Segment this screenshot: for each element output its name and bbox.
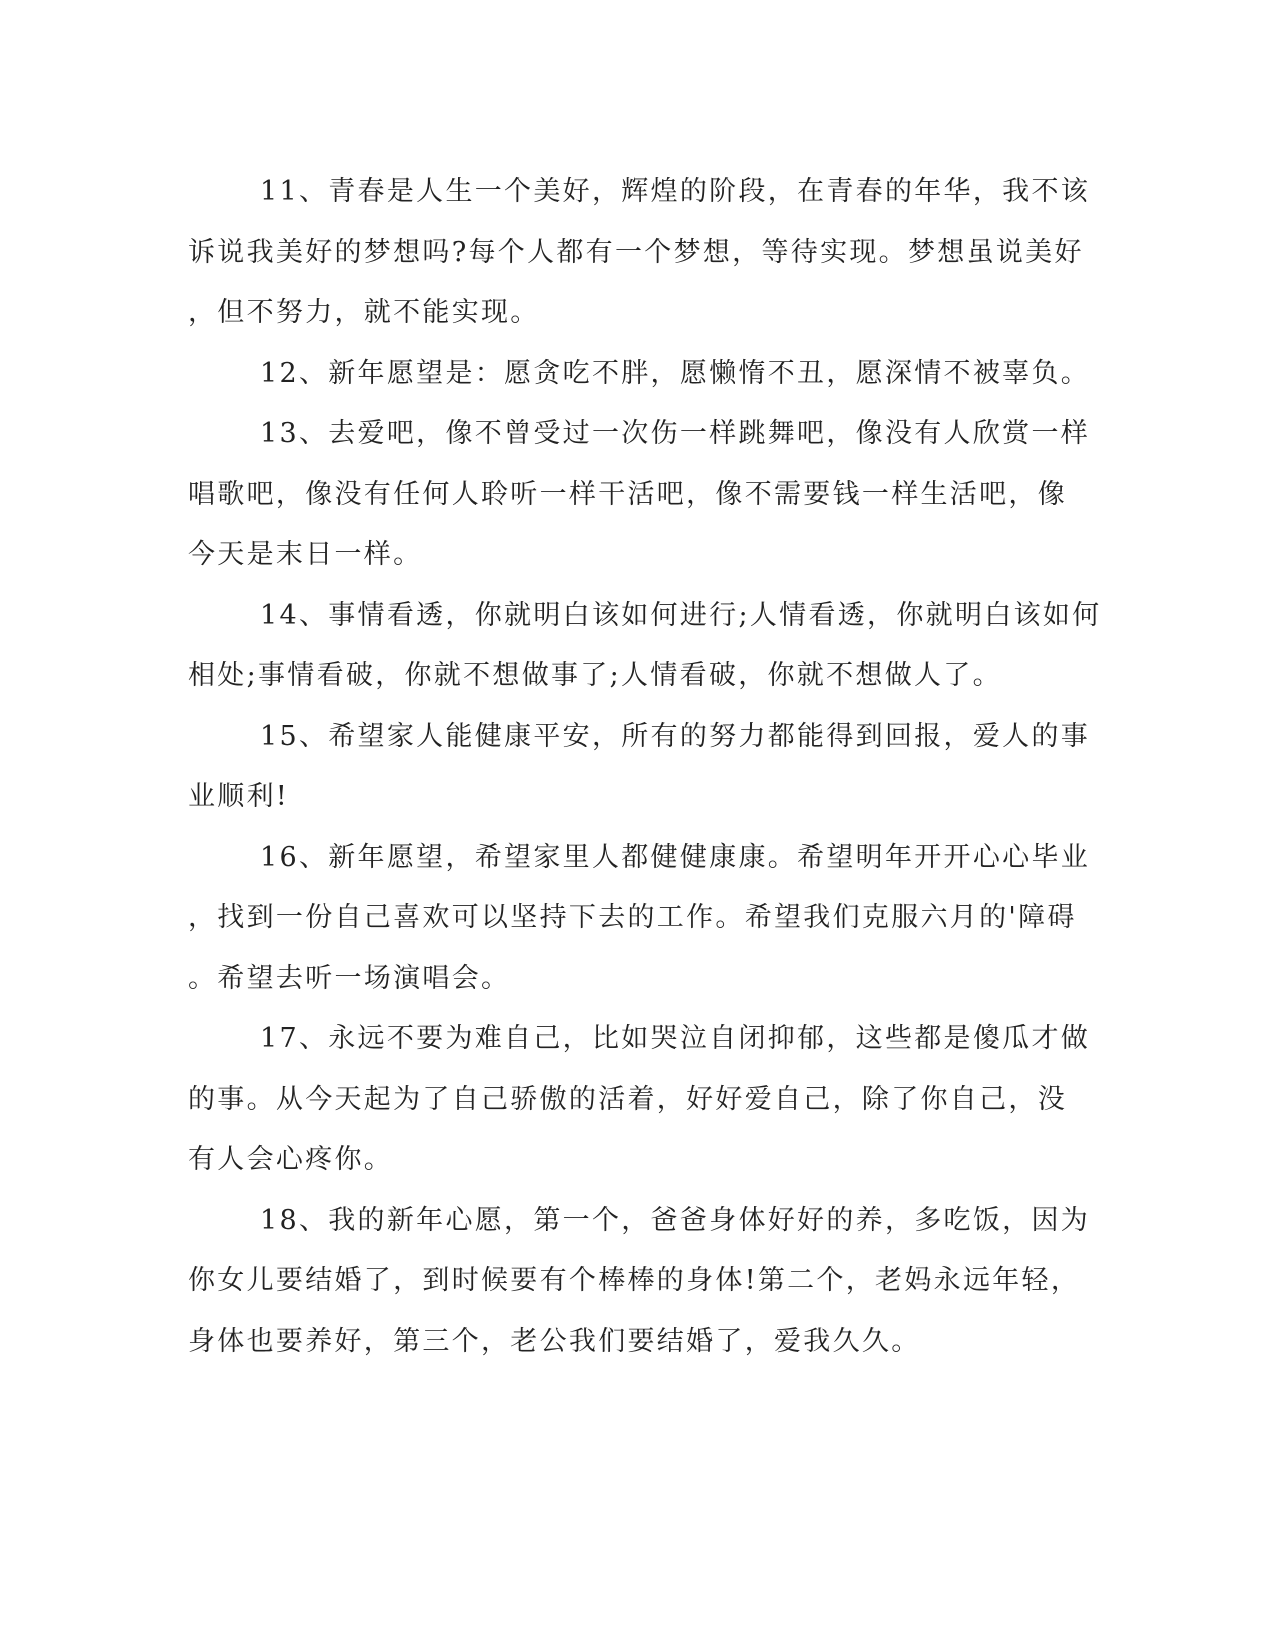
paragraph-line: 12、新年愿望是：愿贪吃不胖，愿懒惰不丑，愿深情不被辜负。 bbox=[260, 357, 1091, 389]
paragraph-line: 16、新年愿望，希望家里人都健健康康。希望明年开开心心毕业 bbox=[260, 841, 1091, 873]
paragraph-line: 今天是末日一样。 bbox=[188, 539, 423, 570]
paragraph-17 bbox=[188, 1009, 1091, 1191]
paragraph-line: ，找到一份自己喜欢可以坚持下去的工作。希望我们克服六月的'障碍 bbox=[188, 902, 1077, 933]
paragraph-16 bbox=[188, 828, 1091, 1010]
paragraph-line: 唱歌吧，像没有任何人聆听一样干活吧，像不需要钱一样生活吧，像 bbox=[188, 478, 1067, 510]
paragraph-line: 诉说我美好的梦想吗?每个人都有一个梦想，等待实现。梦想虽说美好 bbox=[188, 236, 1084, 268]
paragraph-line: 17、永远不要为难自己，比如哭泣自闭抑郁，这些都是傻瓜才做 bbox=[260, 1023, 1091, 1054]
paragraph-line: 身体也要养好，第三个，老公我们要结婚了，爱我久久。 bbox=[188, 1325, 921, 1357]
paragraph-line: 13、去爱吧，像不曾受过一次伤一样跳舞吧，像没有人欣赏一样 bbox=[260, 418, 1091, 449]
paragraph-line: 。希望去听一场演唱会。 bbox=[188, 962, 511, 994]
paragraph-line: 11、青春是人生一个美好，辉煌的阶段，在青春的年华，我不该 bbox=[260, 176, 1091, 207]
paragraph-line: 业顺利! bbox=[188, 781, 290, 812]
document-body bbox=[188, 162, 1102, 1372]
paragraph-line: 有人会心疼你。 bbox=[188, 1144, 394, 1175]
paragraph-line: 的事。从今天起为了自己骄傲的活着，好好爱自己，除了你自己，没 bbox=[188, 1083, 1067, 1115]
paragraph-line: ，但不努力，就不能实现。 bbox=[188, 297, 540, 328]
paragraph-line: 你女儿要结婚了，到时候要有个棒棒的身体!第二个，老妈永远年轻， bbox=[188, 1265, 1081, 1296]
paragraph-line: 相处;事情看破，你就不想做事了;人情看破，你就不想做人了。 bbox=[188, 660, 1002, 691]
paragraph-12 bbox=[188, 344, 1091, 405]
paragraph-line: 14、事情看透，你就明白该如何进行;人情看透，你就明白该如何 bbox=[260, 599, 1102, 631]
paragraph-line: 18、我的新年心愿，第一个，爸爸身体好好的养，多吃饭，因为 bbox=[260, 1204, 1091, 1236]
paragraph-14 bbox=[188, 586, 1102, 707]
paragraph-15 bbox=[188, 707, 1091, 828]
paragraph-13 bbox=[188, 404, 1091, 586]
paragraph-line: 15、希望家人能健康平安，所有的努力都能得到回报，爱人的事 bbox=[260, 720, 1091, 752]
paragraph-18 bbox=[188, 1191, 1091, 1373]
paragraph-11 bbox=[188, 162, 1091, 344]
